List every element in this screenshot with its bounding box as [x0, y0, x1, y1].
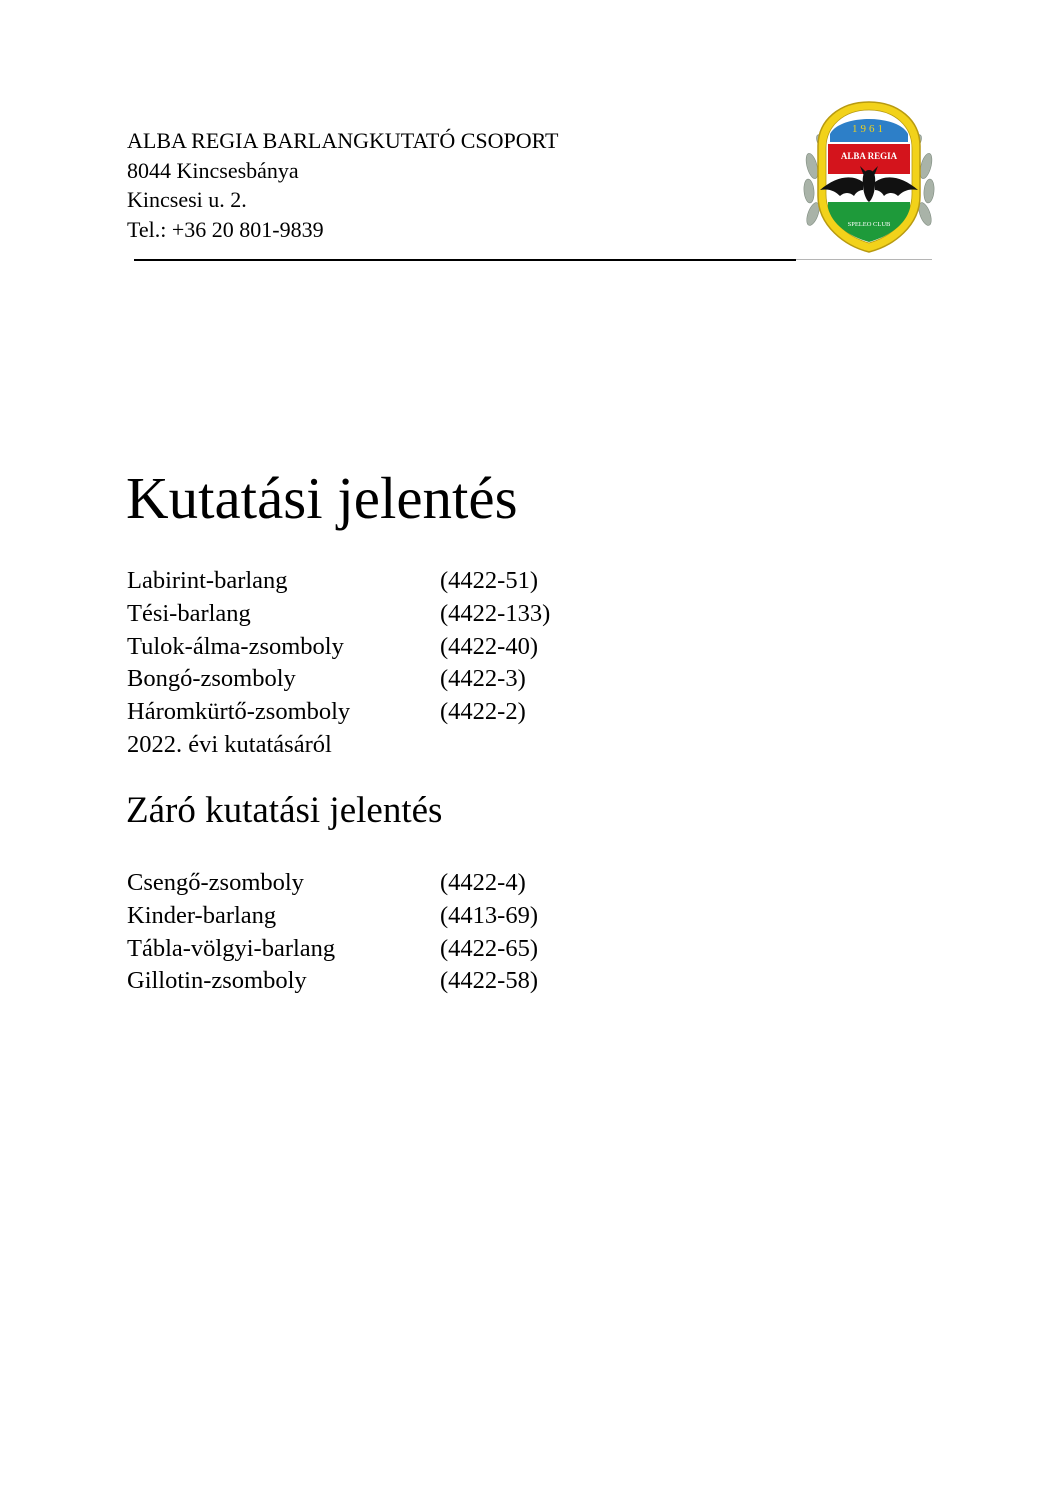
cave-code: (4422-51): [440, 567, 538, 594]
cave-code: (4422-40): [440, 632, 538, 660]
header-divider: [134, 259, 796, 261]
cave-code: (4422-65): [440, 934, 538, 962]
logo-subtitle-text: SPELEO CLUB: [847, 221, 891, 228]
club-logo-emblem: [800, 96, 938, 256]
cave-name: Tési-barlang: [127, 599, 251, 627]
cave-name: Tulok-álma-zsomboly: [127, 632, 344, 660]
cave-code: (4422-58): [440, 967, 538, 995]
address-line-1: 8044 Kincsesbánya: [127, 157, 299, 183]
cave-code: (4422-2): [440, 698, 526, 726]
cave-code: (4413-69): [440, 901, 538, 929]
cave-code: (4422-133): [440, 599, 551, 627]
phone-number: Tel.: +36 20 801-9839: [127, 216, 324, 242]
cave-name: Gillotin-zsomboly: [127, 967, 307, 995]
report-title: Kutatási jelentés: [126, 465, 518, 531]
cave-name: Tábla-völgyi-barlang: [127, 934, 336, 962]
report-year-line: 2022. évi kutatásáról: [127, 731, 332, 758]
logo-year-text: 1961: [852, 123, 886, 135]
cave-name: Labirint-barlang: [127, 567, 288, 594]
final-report-title: Záró kutatási jelentés: [126, 790, 443, 831]
cave-name: Bongó-zsomboly: [127, 665, 296, 693]
cave-code: (4422-4): [440, 869, 526, 896]
cave-name: Csengő-zsomboly: [127, 869, 304, 896]
logo-name-text: ALBA REGIA: [840, 151, 898, 161]
cave-name: Kinder-barlang: [127, 901, 277, 929]
letterhead: [127, 126, 558, 244]
address-line-2: Kincsesi u. 2.: [127, 187, 247, 212]
org-name: ALBA REGIA BARLANGKUTATÓ CSOPORT: [127, 128, 559, 153]
header-divider-extension: [796, 259, 932, 260]
cave-name: Háromkürtő-zsomboly: [127, 698, 351, 726]
cave-code: (4422-3): [440, 665, 526, 693]
